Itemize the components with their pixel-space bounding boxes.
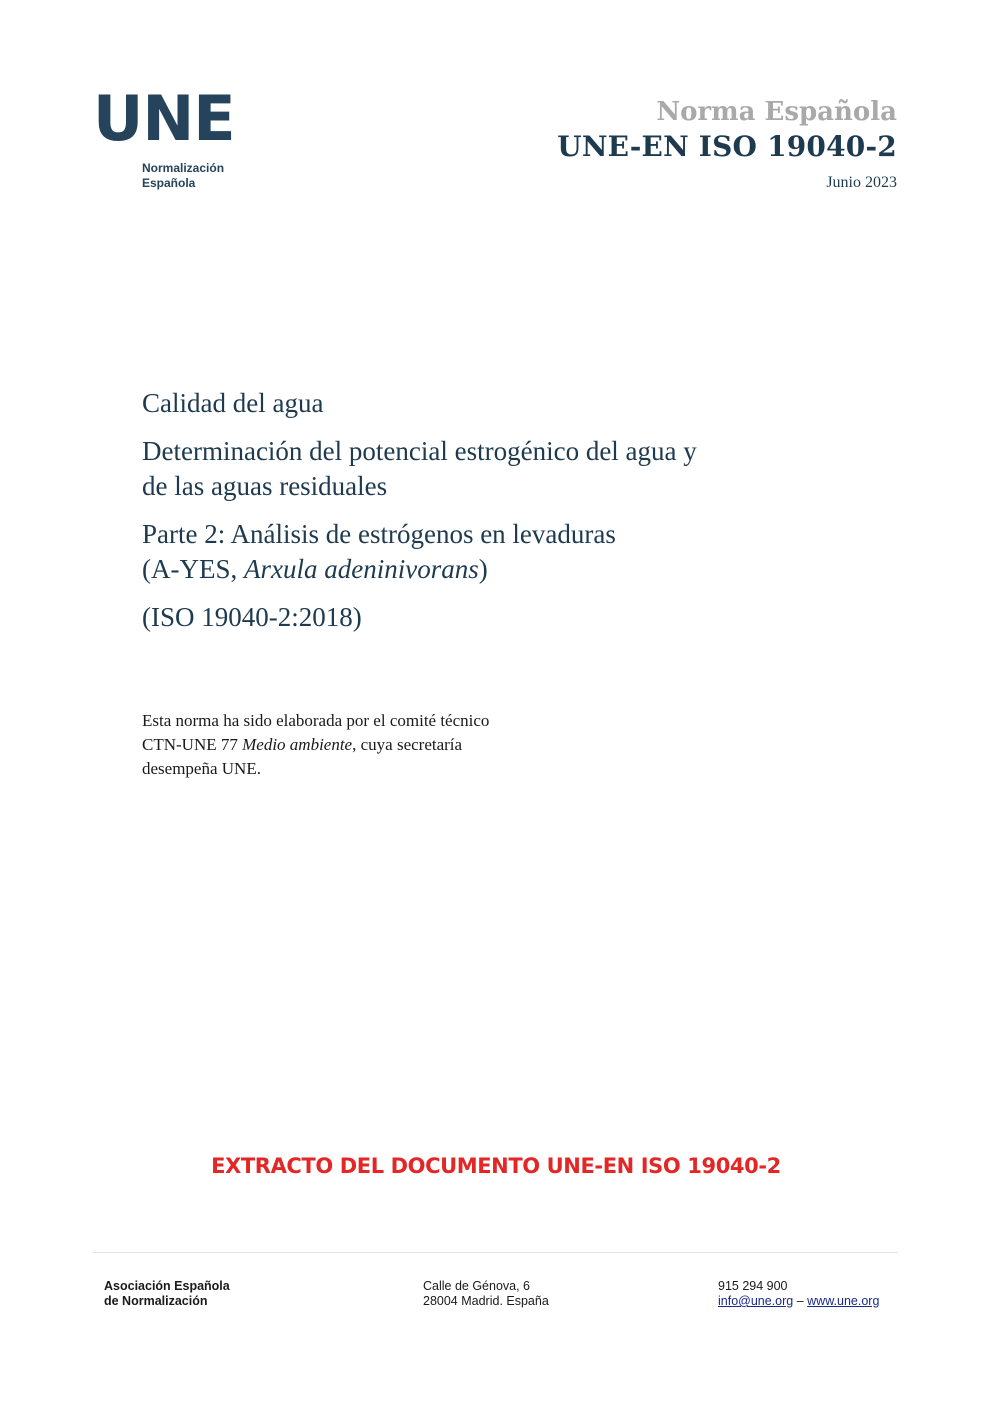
title-main-line1: Determinación del potencial estrogénico del agua y (142, 436, 697, 466)
une-logo-mark: UNE (93, 82, 235, 155)
committee-line2-suffix: , cuya secretaría (352, 735, 463, 754)
une-logo-subtitle (142, 161, 224, 191)
une-logo (93, 82, 243, 198)
committee-code: CTN-UNE 77 (142, 735, 243, 754)
title-main-line2: de las aguas residuales (142, 471, 388, 501)
standard-code: UNE-EN ISO 19040-2 (557, 130, 897, 163)
footer-address-line2: 28004 Madrid. España (423, 1294, 549, 1308)
committee-line3: desempeña UNE. (142, 759, 261, 778)
email-link[interactable]: info@une.org (718, 1294, 794, 1308)
footer-org-line2: de Normalización (104, 1294, 208, 1308)
title-part (142, 517, 842, 587)
document-title (142, 386, 842, 648)
committee-line1: Esta norma ha sido elaborada por el comité técnico (142, 711, 490, 730)
footer-divider (93, 1252, 898, 1253)
standard-header (557, 96, 897, 194)
logo-subtitle-line1: Normalización (142, 161, 225, 175)
footer-address (423, 1279, 549, 1309)
title-part-line1: Parte 2: Análisis de estrógenos en levaduras (142, 519, 616, 549)
logo-subtitle-line2: Española (142, 176, 196, 190)
norma-label: Norma Española (656, 97, 897, 127)
title-part-suffix: ) (478, 554, 488, 584)
footer-phone: 915 294 900 (718, 1279, 788, 1293)
title-iso-reference: (ISO 19040-2:2018) (142, 602, 362, 632)
extract-notice: EXTRACTO DEL DOCUMENTO UNE-EN ISO 19040-2 (211, 1154, 781, 1178)
footer-organization (104, 1279, 230, 1309)
title-part-species: Arxula adeninivorans (244, 554, 479, 584)
footer-address-line1: Calle de Génova, 6 (423, 1279, 531, 1293)
title-part-prefix: (A-YES, (142, 554, 244, 584)
committee-name: Medio ambiente (242, 735, 353, 754)
footer-links (718, 1294, 879, 1309)
website-link[interactable]: www.une.org (807, 1294, 880, 1308)
footer-org-line1: Asociación Española (104, 1279, 230, 1293)
publication-date: Junio 2023 (826, 174, 897, 191)
footer-contact (718, 1279, 879, 1309)
footer-link-separator: – (793, 1294, 808, 1308)
committee-note (142, 709, 662, 781)
committee-line2 (142, 733, 662, 757)
title-main (142, 434, 842, 504)
title-subject: Calidad del agua (142, 388, 324, 418)
